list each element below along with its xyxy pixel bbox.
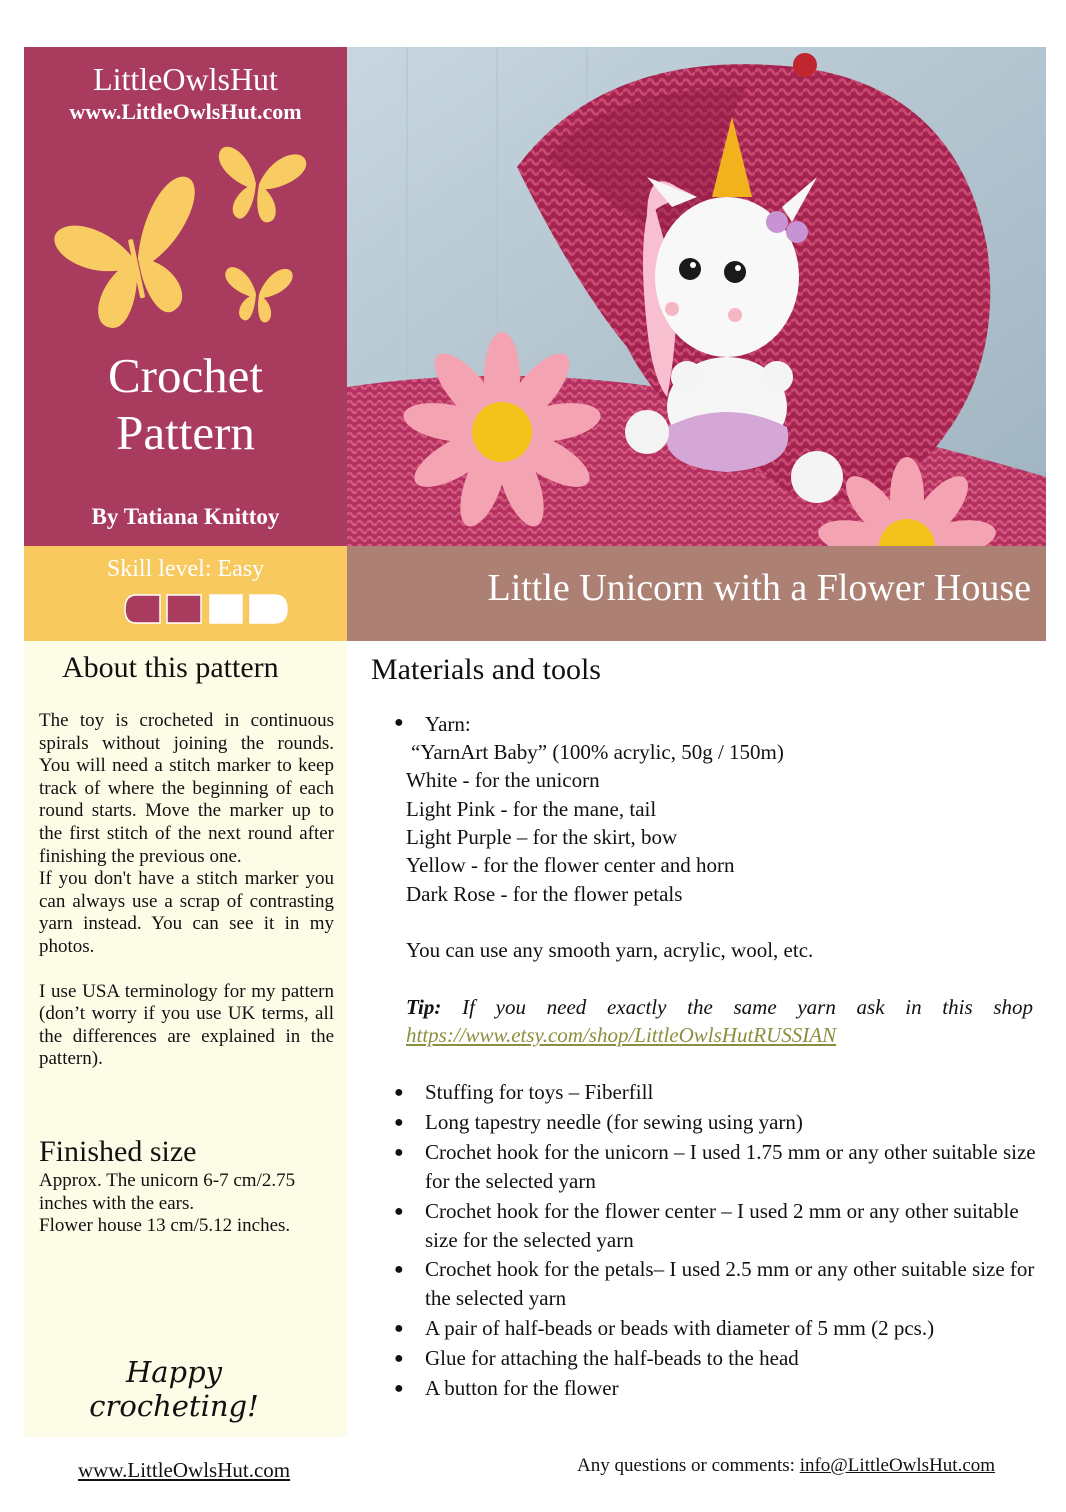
butterfly-large-icon [47, 175, 220, 337]
bullet-icon: ● [394, 1144, 404, 1161]
skill-bar-3 [210, 595, 242, 623]
material-item-5: Crochet hook for the petals– I used 2.5 mm or any other suitable size for the selected yarn [425, 1257, 1035, 1310]
shop-link[interactable]: https://www.etsy.com/shop/LittleOwlsHutRUSSIAN [406, 1023, 837, 1047]
butterfly-top-icon [211, 144, 308, 227]
footer-url[interactable]: www.LittleOwlsHut.com [78, 1458, 291, 1482]
bullet-icon: ● [394, 1320, 404, 1337]
tip-text-line [406, 993, 1033, 1021]
happy-line-2: crocheting! [89, 1389, 259, 1423]
bullet-icon: ● [394, 714, 404, 731]
finished-size-line-2: Flower house 13 cm/5.12 inches. [39, 1215, 291, 1237]
skill-bar-1 [125, 595, 160, 623]
yarn-color-1: White - for the unicorn [406, 768, 600, 792]
author: By Tatiana Knittoy [91, 504, 280, 529]
unicorn-photo-illustration [347, 47, 1046, 546]
left-column [24, 641, 347, 1437]
skill-level-indicator [124, 594, 288, 624]
yarn-note: You can use any smooth yarn, acrylic, wool, etc. [406, 938, 814, 962]
bullet-icon: ● [394, 1084, 404, 1101]
material-item-1: Stuffing for toys – Fiberfill [425, 1080, 654, 1104]
happy-crocheting [24, 1355, 324, 1423]
material-item-8: A button for the flower [425, 1376, 619, 1400]
yarn-color-5: Dark Rose - for the flower petals [406, 882, 683, 906]
finished-size-text [39, 1170, 339, 1238]
finished-size-line-1: Approx. The unicorn 6-7 cm/2.75 inches with the ears. [39, 1170, 296, 1214]
pattern-title [24, 347, 347, 461]
pattern-title-line2: Pattern [116, 405, 255, 460]
contact-label: Any questions or comments: [577, 1455, 795, 1476]
skill-panel [24, 546, 347, 641]
happy-line-1: Happy [125, 1355, 223, 1389]
butterfly-small-icon [221, 263, 294, 325]
bullet-icon: ● [394, 1114, 404, 1131]
yarn-brand: “YarnArt Baby” (100% acrylic, 50g / 150m) [411, 740, 784, 764]
about-heading: About this pattern [62, 651, 279, 684]
bullet-icon: ● [394, 1380, 404, 1397]
about-paragraph-3: I use USA terminology for my pattern (don’t worry if you use UK terms, all the differences are explained in the pattern). [39, 980, 334, 1070]
contact-email[interactable]: info@LittleOwlsHut.com [799, 1455, 996, 1476]
pattern-title-line1: Crochet [107, 348, 264, 403]
footer-contact [577, 1455, 995, 1477]
about-paragraph-2: If you don't have a stitch marker you can always use a scrap of contrasting yarn instead. You can see it in my photos. [39, 868, 334, 957]
pattern-name: Little Unicorn with a Flower House [487, 567, 1031, 609]
yarn-label: Yarn: [425, 712, 471, 736]
bullet-icon: ● [394, 1203, 404, 1220]
skill-level-label: Skill level: Easy [106, 556, 265, 582]
tip-block [406, 993, 1033, 1049]
material-item-4: Crochet hook for the flower center – I used 2 mm or any other suitable size for the selected yarn [425, 1199, 1019, 1252]
material-item-6: A pair of half-beads or beads with diameter of 5 mm (2 pcs.) [425, 1316, 935, 1340]
bullet-icon: ● [394, 1350, 404, 1367]
material-item-3: Crochet hook for the unicorn – I used 1.75 mm or any other suitable size for the selected yarn [425, 1140, 1036, 1193]
about-paragraph-1: The toy is crocheted in continuous spirals without joining the rounds. You will need a stitch marker to keep track of where the beginning of each round starts. Move the marker up to the first stitch of the next round after finishing the previous one. [39, 710, 334, 867]
tip-text: If you need exactly the same yarn ask in this shop [462, 995, 1034, 1019]
brand-panel [24, 47, 347, 546]
material-item-2: Long tapestry needle (for sewing using yarn) [425, 1110, 803, 1134]
brand-url[interactable]: www.LittleOwlsHut.com [69, 99, 302, 124]
material-item-7: Glue for attaching the half-beads to the head [425, 1346, 799, 1370]
yarn-color-3: Light Purple – for the skirt, bow [406, 825, 678, 849]
brand-name: LittleOwlsHut [93, 61, 278, 97]
yarn-color-2: Light Pink - for the mane, tail [406, 797, 657, 821]
about-text [39, 710, 334, 1071]
title-band [347, 546, 1046, 641]
bullet-icon: ● [394, 1261, 404, 1278]
yarn-color-4: Yellow - for the flower center and horn [406, 853, 735, 877]
product-photo [347, 47, 1046, 546]
materials-heading: Materials and tools [371, 653, 601, 686]
skill-bar-2 [167, 595, 201, 623]
skill-bar-4 [250, 595, 287, 623]
finished-size-heading: Finished size [39, 1135, 197, 1168]
butterflies-icon [24, 139, 347, 349]
tip-label: Tip: [406, 995, 442, 1019]
